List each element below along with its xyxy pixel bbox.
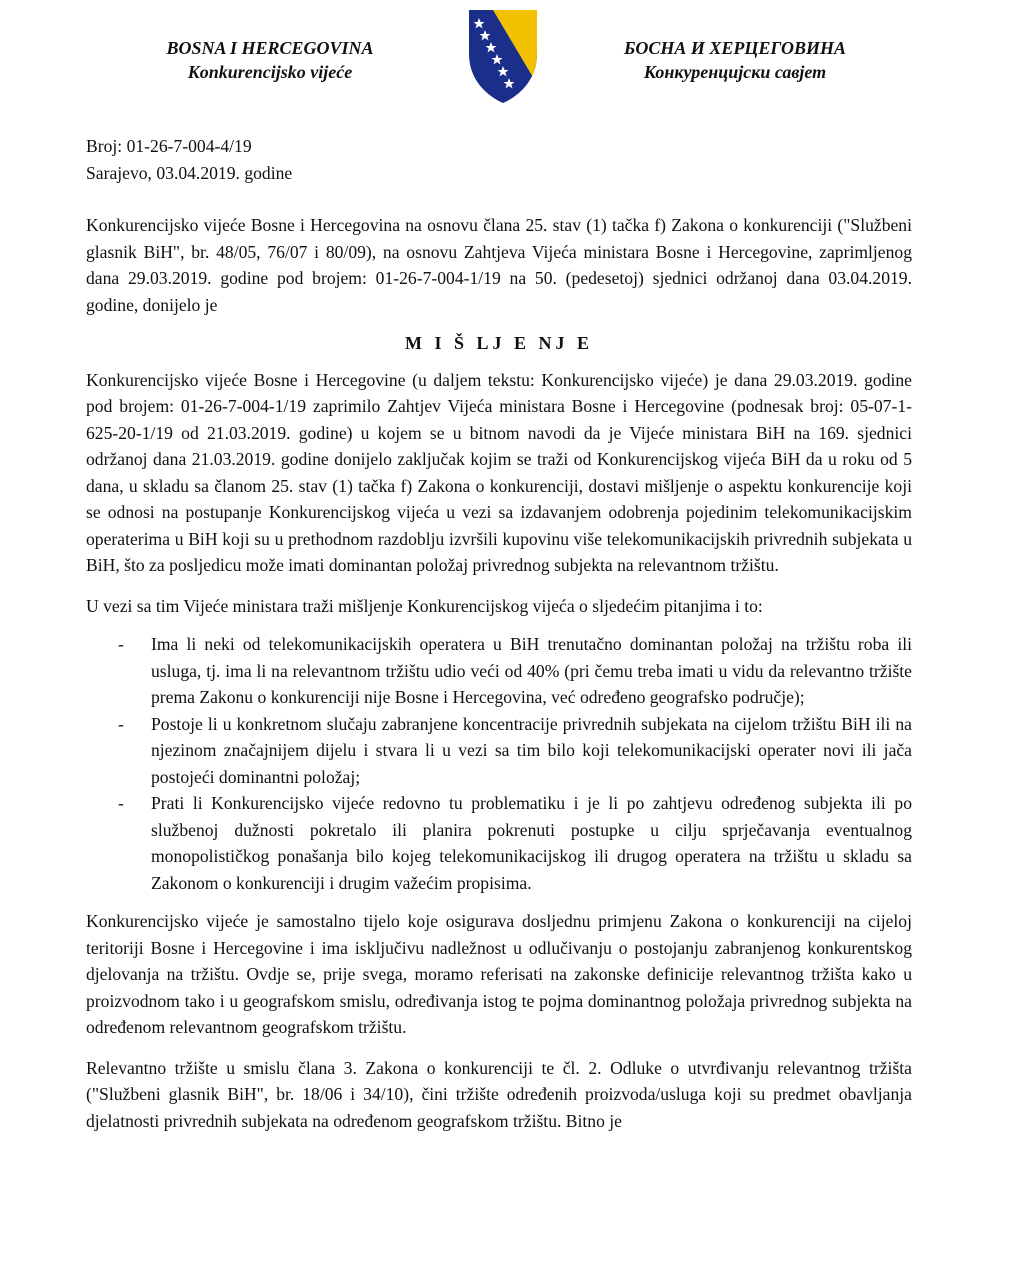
list-item-text: Postoje li u konkretnom slučaju zabranjene koncentracije privrednih subjekata na cijelom tržištu BiH ili na njezinom značajnijem dijelu i stvara li u vezi sa tim bilo koji telekomunikacijski operater novi ili jača postojeći dominantni položaj; (151, 713, 912, 787)
document-header (0, 0, 1024, 120)
body-paragraph-1: Konkurencijsko vijeće Bosne i Hercegovine (u daljem tekstu: Konkurencijsko vijeće) je dana 29.03.2019. godine pod brojem: 01-26-7-004-1/19 zaprimilo Zahtjev Vijeća ministara Bosne i Hercegovine (podnesak broj: 05-07-1-625-20-1/19 od 21.03.2019. godine) u kojem se u bitnom navodi da je Vijeće ministara BiH na 169. sjednici održanoj dana 21.03.2019. godine donijelo zaključak kojim se traži od Konkurencijskog vijeća BiH da u roku od 5 dana, u skladu sa članom 25. stav (1) tačka f) Zakona o konkurenciji, dostavi mišljenje o aspektu konkurencije koji se odnosi na postupanje Konkurencijskog vijeća u vezi sa izdavanjem odobrenja pojedinim telekomunikacijskim operaterima u BiH koji su u prethodnom razdoblju izvršili kupovinu više telekomunikacijskih privrednih subjekata u BiH, što za posljedicu može imati dominantan položaj privrednog subjekta na relevantnom tržištu. (86, 369, 912, 575)
header-latin (120, 36, 420, 84)
body-paragraph-4: Relevantno tržište u smislu člana 3. Zakona o konkurenciji te čl. 2. Odluke o utvrđivanju relevantnog tržišta ("Službeni glasnik BiH", br. 18/06 i 34/10), čini tržište određenih proizvoda/usluga koji su predmet obavljanja djelatnosti privrednih subjekata na određenom geografskom tržištu. Bitno je (86, 1057, 912, 1131)
document-title: M I Š LJ E NJ E (404, 333, 594, 353)
list-item (86, 631, 912, 711)
body-paragraph-2: U vezi sa tim Vijeće ministara traži mišljenje Konkurencijskog vijeća o sljedećim pitanjima i to: (86, 595, 763, 616)
intro-paragraph: Konkurencijsko vijeće Bosne i Hercegovina na osnovu člana 25. stav (1) tačka f) Zakona o konkurenciji ("Službeni glasnik BiH", br. 48/05, 76/07 i 80/09), na osnovu Zahtjeva Vijeća ministara Bosne i Hercegovine, zaprimljenog dana 29.03.2019. godine pod brojem: 01-26-7-004-1/19 na 50. (pedesetoj) sjednici održanoj dana 03.04.2019. godine, donijelo je (86, 215, 912, 315)
bullet-marker: - (118, 793, 124, 813)
header-country-latin: BOSNA I HERCEGOVINA (166, 38, 374, 58)
reference-block (86, 133, 912, 186)
body-paragraph-3: Konkurencijsko vijeće je samostalno tijelo koje osigurava dosljednu primjenu Zakona o konkurenciji na cijeloj teritoriji Bosne i Hercegovine i ima isključivu nadležnost u odlučivanju o postojanju zabranjenog konkurentskog djelovanja na tržištu. Ovdje se, prije svega, moramo referisati na zakonske definicije relevantnog tržišta kako u proizvodnom tako i u geografskom smislu, određivanja istog te pojma dominantnog položaja privrednog subjekta na određenom relevantnom geografskom tržištu. (86, 911, 912, 1037)
header-council-latin: Konkurencijsko vijeće (187, 62, 353, 82)
list-item-text: Prati li Konkurencijsko vijeće redovno tu problematiku i je li po zahtjevu određenog subjekta ili po službenoj dužnosti pokretalo ili planira pokrenuti postupke u cilju sprječavanja eventualnog monopolističkog ponašanja bilo kojeg telekomunikacijskog ili drugog operatera na tržištu u skladu sa Zakonom o konkurenciji i drugim važećim propisima. (151, 793, 912, 893)
bullet-marker: - (118, 634, 124, 654)
header-country-cyrillic: БОСНА И ХЕРЦЕГОВИНА (623, 38, 847, 58)
reference-number: Broj: 01-26-7-004-4/19 (86, 136, 252, 156)
bullet-marker: - (118, 713, 124, 734)
question-list (86, 631, 912, 896)
reference-place-date: Sarajevo, 03.04.2019. godine (86, 162, 293, 183)
list-item (86, 711, 912, 791)
document-body (86, 133, 912, 1134)
list-item (86, 790, 912, 896)
header-cyrillic (585, 36, 885, 84)
header-council-cyrillic: Конкуренцијски савјет (643, 62, 827, 82)
bih-coat-of-arms-icon (463, 6, 543, 106)
list-item-text: Ima li neki od telekomunikacijskih operatera u BiH trenutačno dominantan položaj na tržištu roba ili usluga, tj. ima li na relevantnom tržištu udio veći od 40% (pri čemu treba imati u vidu da relevantno tržište prema Zakonu o konkurenciji nije Bosne i Hercegovina, već određeno geografsko područje); (151, 634, 912, 707)
